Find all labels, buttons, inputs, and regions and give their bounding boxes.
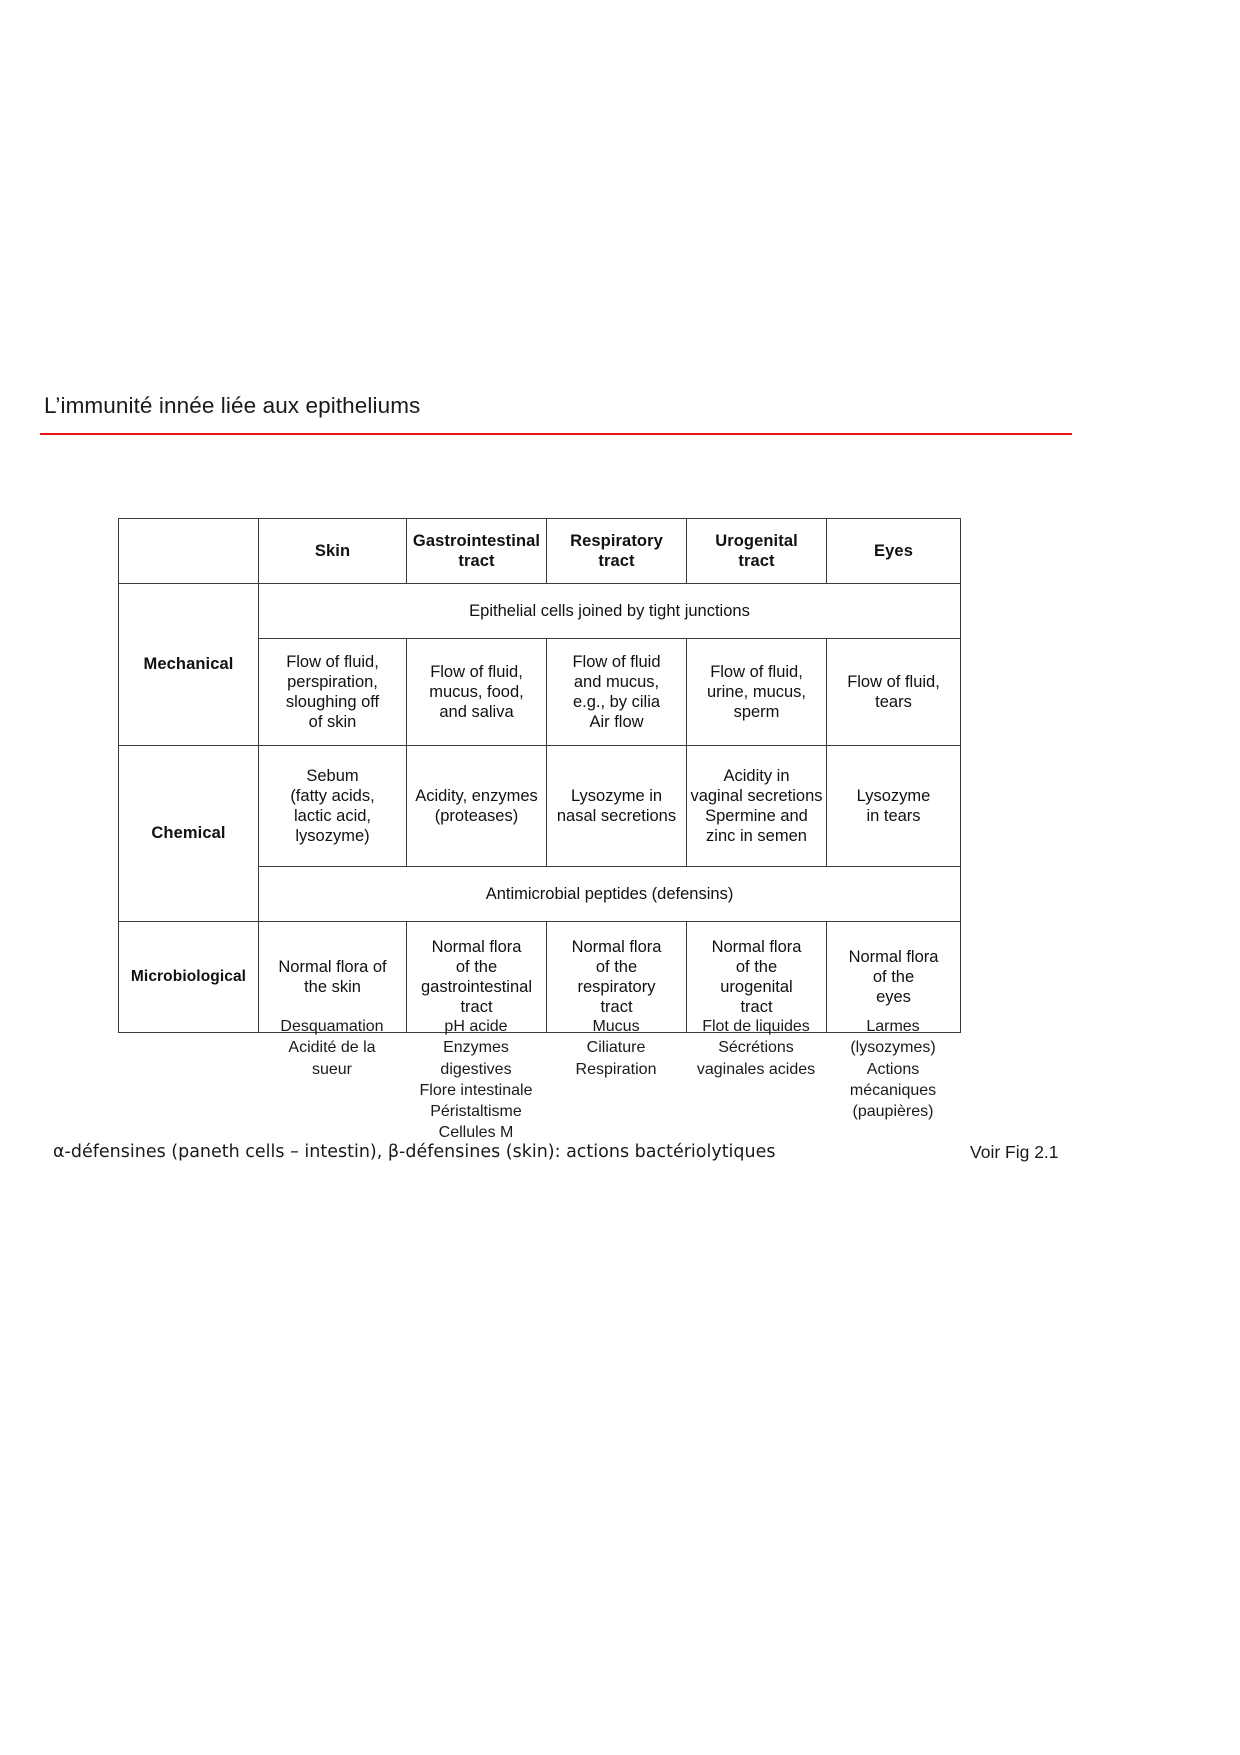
annotation-respiratory: Mucus Ciliature Respiration bbox=[575, 1018, 657, 1078]
title-underline-rule bbox=[40, 433, 1072, 435]
figure-reference: Voir Fig 2.1 bbox=[970, 1142, 1059, 1162]
column-header-uro-line2: tract bbox=[738, 552, 775, 570]
row-label-mechanical: Mechanical bbox=[119, 584, 259, 746]
table-corner-blank bbox=[119, 519, 259, 584]
cell-chemical-gi: Acidity, enzymes (proteases) bbox=[407, 746, 547, 867]
row-label-chemical: Chemical bbox=[119, 746, 259, 922]
annotation-gastrointestinal: pH acide Enzymes digestives Flore intestinale Péristaltisme Cellules M bbox=[419, 1018, 533, 1142]
cell-chemical-respiratory: Lysozyme in nasal secretions bbox=[547, 746, 687, 867]
epithelial-defenses-figure bbox=[118, 518, 960, 1033]
annotation-urogenital: Flot de liquides Sécrétions vaginales acides bbox=[696, 1018, 816, 1078]
cell-mechanical-urogenital: Flow of fluid, urine, mucus, sperm bbox=[687, 639, 827, 746]
column-header-skin: Skin bbox=[259, 519, 407, 584]
cell-mechanical-skin: Flow of fluid, perspiration, sloughing off of skin bbox=[259, 639, 407, 746]
row-label-microbiological: Microbiological bbox=[119, 922, 259, 1033]
column-header-gastrointestinal bbox=[407, 519, 547, 584]
column-header-respiratory bbox=[547, 519, 687, 584]
cell-mechanical-respiratory: Flow of fluid and mucus, e.g., by cilia Air flow bbox=[547, 639, 687, 746]
cell-chemical-urogenital: Acidity in vaginal secretions Spermine and zinc in semen bbox=[687, 746, 827, 867]
epithelial-defenses-table bbox=[118, 518, 961, 1033]
column-header-eyes: Eyes bbox=[827, 519, 961, 584]
cell-microbiological-respiratory: Normal flora of the respiratory tract bbox=[547, 922, 687, 1033]
cell-microbiological-urogenital: Normal flora of the urogenital tract bbox=[687, 922, 827, 1033]
cell-antimicrobial-peptides: Antimicrobial peptides (defensins) bbox=[259, 867, 961, 922]
defensins-footnote: α-défensines (paneth cells – intestin), β-défensines (skin): actions bactériolytiques bbox=[53, 1142, 776, 1162]
cell-microbiological-gi: Normal flora of the gastrointestinal tract bbox=[407, 922, 547, 1033]
page-title: L’immunité innée liée aux epitheliums bbox=[44, 393, 421, 418]
cell-mechanical-eyes: Flow of fluid, tears bbox=[827, 639, 961, 746]
tight-junctions-row bbox=[119, 584, 961, 639]
cell-chemical-skin: Sebum (fatty acids, lactic acid, lysozyme) bbox=[259, 746, 407, 867]
table-row-chemical bbox=[119, 746, 961, 867]
cell-chemical-eyes: Lysozyme in tears bbox=[827, 746, 961, 867]
table-header-row bbox=[119, 519, 961, 584]
column-header-gi-line2: tract bbox=[458, 552, 495, 570]
column-header-resp-line1: Respiratory bbox=[570, 531, 663, 550]
french-annotations bbox=[258, 1016, 960, 1144]
cell-microbiological-eyes: Normal flora of the eyes bbox=[827, 922, 961, 1033]
column-header-gi-line1: Gastrointestinal bbox=[412, 531, 541, 550]
cell-tight-junctions: Epithelial cells joined by tight junctions bbox=[259, 584, 961, 639]
column-header-uro-line1: Urogenital bbox=[715, 531, 798, 550]
annotation-eyes: Larmes (lysozymes) Actions mécaniques (paupières) bbox=[849, 1018, 937, 1121]
column-header-urogenital bbox=[687, 519, 827, 584]
cell-microbiological-skin: Normal flora of the skin bbox=[259, 922, 407, 1033]
cell-mechanical-gi: Flow of fluid, mucus, food, and saliva bbox=[407, 639, 547, 746]
annotation-skin: Desquamation Acidité de la sueur bbox=[280, 1018, 384, 1078]
column-header-resp-line2: tract bbox=[598, 552, 635, 570]
